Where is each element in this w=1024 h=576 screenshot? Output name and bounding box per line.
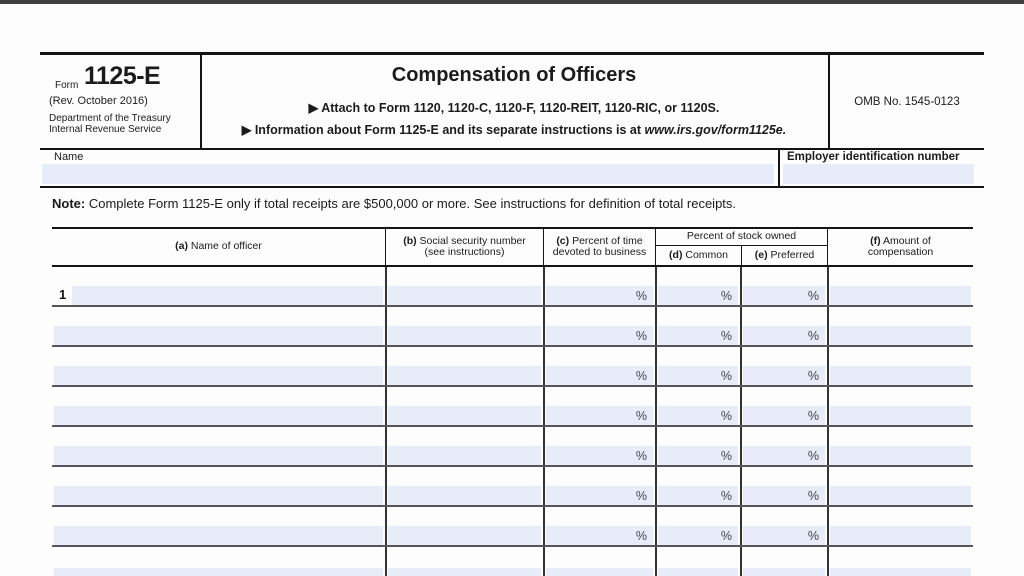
common-stock-field[interactable] [658, 486, 738, 505]
percent-sign: % [635, 329, 647, 343]
ssn-field[interactable] [388, 486, 541, 505]
form-title: Compensation of Officers [391, 64, 637, 86]
name-row-bottom-rule [40, 186, 984, 188]
officer-name-field[interactable] [54, 486, 383, 505]
column-header-common [656, 246, 741, 265]
column-divider [655, 307, 657, 345]
column-divider [827, 267, 829, 305]
column-divider [827, 427, 829, 465]
col-c-label: Percent of time devoted to business [552, 234, 647, 258]
officer-name-field[interactable] [54, 406, 383, 425]
column-divider [385, 427, 387, 465]
column-divider [385, 387, 387, 425]
officer-name-field[interactable] [54, 326, 383, 345]
column-divider [827, 307, 829, 345]
percent-sign: % [720, 529, 732, 543]
officer-rows [52, 267, 973, 576]
column-divider [655, 387, 657, 425]
column-divider [543, 347, 545, 385]
officer-name-field[interactable] [54, 568, 383, 576]
percent-time-field[interactable] [546, 486, 653, 505]
ein-label: Employer identification number [787, 151, 960, 163]
preferred-stock-field[interactable] [743, 286, 825, 305]
col-b-label: Social security number [416, 234, 526, 247]
row-number: 1 [59, 287, 67, 302]
percent-sign: % [635, 409, 647, 423]
column-header-compensation [827, 229, 973, 265]
name-input-field[interactable] [42, 164, 774, 184]
percent-sign: % [807, 329, 819, 343]
column-divider [827, 347, 829, 385]
percent-sign: % [807, 529, 819, 543]
percent-time-field[interactable] [546, 568, 653, 576]
col-a-label: Name of officer [187, 240, 262, 253]
column-divider [543, 507, 545, 545]
percent-sign: % [807, 369, 819, 383]
header-bottom-rule [40, 148, 984, 150]
common-stock-field[interactable] [658, 406, 738, 425]
percent-time-field[interactable] [546, 526, 653, 545]
form-number-block [40, 55, 200, 148]
percent-time-field[interactable] [546, 326, 653, 345]
preferred-stock-field[interactable] [743, 486, 825, 505]
form-number: 1125-E [84, 62, 161, 90]
form-revision: (Rev. October 2016) [49, 95, 148, 107]
preferred-stock-field[interactable] [743, 568, 825, 576]
note-text [52, 196, 952, 211]
common-stock-field[interactable] [658, 526, 738, 545]
compensation-field[interactable] [830, 446, 971, 465]
col-d-prefix: (d) [669, 248, 683, 261]
col-e-prefix: (e) [754, 248, 768, 261]
column-divider [543, 547, 545, 576]
percent-time-field[interactable] [546, 366, 653, 385]
percent-sign: % [635, 529, 647, 543]
col-b-prefix: (b) [403, 234, 417, 247]
column-divider [740, 267, 742, 305]
percent-sign: % [635, 449, 647, 463]
column-divider [385, 267, 387, 305]
compensation-field[interactable] [830, 286, 971, 305]
table-row [52, 467, 973, 507]
percent-sign: % [807, 409, 819, 423]
window-top-edge [0, 0, 1024, 4]
title-block [202, 55, 826, 148]
column-divider [543, 387, 545, 425]
ssn-field[interactable] [388, 446, 541, 465]
percent-sign: % [720, 289, 732, 303]
ssn-field[interactable] [388, 406, 541, 425]
column-divider [740, 307, 742, 345]
preferred-stock-field[interactable] [743, 406, 825, 425]
compensation-field[interactable] [830, 366, 971, 385]
common-stock-field[interactable] [658, 446, 738, 465]
table-row [52, 387, 973, 427]
col-f-prefix: (f) [870, 234, 881, 247]
officer-name-field[interactable] [54, 446, 383, 465]
percent-sign: % [807, 289, 819, 303]
percent-sign: % [720, 489, 732, 503]
col-f-label: Amount of compensation [867, 234, 934, 258]
column-divider [655, 267, 657, 305]
column-divider [655, 467, 657, 505]
compensation-field[interactable] [830, 568, 971, 576]
column-divider [543, 307, 545, 345]
percent-sign: % [720, 449, 732, 463]
officers-table-header [52, 227, 973, 267]
table-row [52, 267, 973, 307]
preferred-stock-field[interactable] [743, 446, 825, 465]
column-divider [385, 507, 387, 545]
common-stock-field[interactable] [658, 286, 738, 305]
note-body: Complete Form 1125-E only if total receipts are $500,000 or more. See instructions for definition of total receipts. [85, 196, 737, 211]
ssn-field[interactable] [388, 286, 541, 305]
col-e-label: Preferred [767, 248, 815, 261]
column-header-stock-owned [655, 229, 827, 265]
officer-name-field[interactable] [54, 526, 383, 545]
percent-sign: % [807, 449, 819, 463]
ssn-field[interactable] [388, 526, 541, 545]
omb-block [830, 55, 984, 148]
percent-sign: % [635, 369, 647, 383]
compensation-field[interactable] [830, 326, 971, 345]
column-divider [385, 307, 387, 345]
ssn-field[interactable] [388, 366, 541, 385]
table-row [52, 547, 973, 576]
table-row [52, 307, 973, 347]
col-d-label: Common [682, 248, 728, 261]
column-header-percent-time [543, 229, 655, 265]
info-instruction-text: ▶ Information about Form 1125-E and its separate instructions is at [241, 123, 645, 137]
stock-owned-subcolumns [656, 246, 827, 265]
form-word-label: Form [55, 80, 79, 91]
column-divider [827, 467, 829, 505]
column-divider [827, 387, 829, 425]
common-stock-field[interactable] [658, 568, 738, 576]
column-divider [655, 347, 657, 385]
name-ein-divider [778, 148, 780, 188]
percent-sign: % [720, 329, 732, 343]
officer-name-field[interactable] [54, 366, 383, 385]
percent-sign: % [635, 289, 647, 303]
column-divider [543, 467, 545, 505]
column-divider [740, 347, 742, 385]
common-stock-field[interactable] [658, 366, 738, 385]
col-b-sublabel: (see instructions) [424, 246, 505, 258]
percent-sign: % [807, 489, 819, 503]
column-divider [385, 547, 387, 576]
col-c-prefix: (c) [556, 234, 570, 247]
preferred-stock-field[interactable] [743, 526, 825, 545]
column-divider [385, 347, 387, 385]
name-label: Name [54, 151, 84, 163]
column-divider [740, 427, 742, 465]
common-stock-field[interactable] [658, 326, 738, 345]
column-divider [543, 267, 545, 305]
preferred-stock-field[interactable] [743, 326, 825, 345]
table-row [52, 427, 973, 467]
table-row [52, 347, 973, 387]
ein-input-field[interactable] [783, 164, 974, 184]
column-divider [827, 507, 829, 545]
officer-name-field[interactable] [72, 286, 383, 305]
ssn-field[interactable] [388, 568, 541, 576]
attach-instruction: ▶ Attach to Form 1120, 1120-C, 1120-F, 1120-REIT, 1120-RIC, or 1120S. [308, 101, 720, 115]
column-header-ssn [385, 229, 543, 265]
column-divider [543, 427, 545, 465]
column-header-preferred [741, 246, 827, 265]
agency-line-2: Internal Revenue Service [49, 124, 162, 135]
info-instruction [202, 122, 826, 137]
percent-sign: % [720, 369, 732, 383]
column-header-name-of-officer [52, 229, 385, 265]
table-row [52, 507, 973, 547]
column-divider [740, 507, 742, 545]
col-a-prefix: (a) [175, 240, 188, 253]
percent-time-field[interactable] [546, 446, 653, 465]
agency-lines [49, 113, 171, 135]
compensation-field[interactable] [830, 486, 971, 505]
note-prefix: Note: [52, 196, 86, 211]
officers-table [52, 227, 973, 576]
column-divider [827, 547, 829, 576]
column-divider [385, 467, 387, 505]
percent-sign: % [720, 409, 732, 423]
stock-owned-group-label: Percent of stock owned [656, 229, 827, 246]
percent-sign: % [635, 489, 647, 503]
percent-time-field[interactable] [546, 286, 653, 305]
percent-time-field[interactable] [546, 406, 653, 425]
irs-url: www.irs.gov/form1125e. [644, 123, 787, 137]
column-divider [655, 427, 657, 465]
ssn-field[interactable] [388, 326, 541, 345]
column-divider [655, 547, 657, 576]
column-divider [740, 467, 742, 505]
column-divider [655, 507, 657, 545]
omb-number: OMB No. 1545-0123 [854, 96, 960, 108]
column-divider [740, 387, 742, 425]
compensation-field[interactable] [830, 406, 971, 425]
column-divider [740, 547, 742, 576]
agency-line-1: Department of the Treasury [49, 113, 171, 124]
preferred-stock-field[interactable] [743, 366, 825, 385]
compensation-field[interactable] [830, 526, 971, 545]
